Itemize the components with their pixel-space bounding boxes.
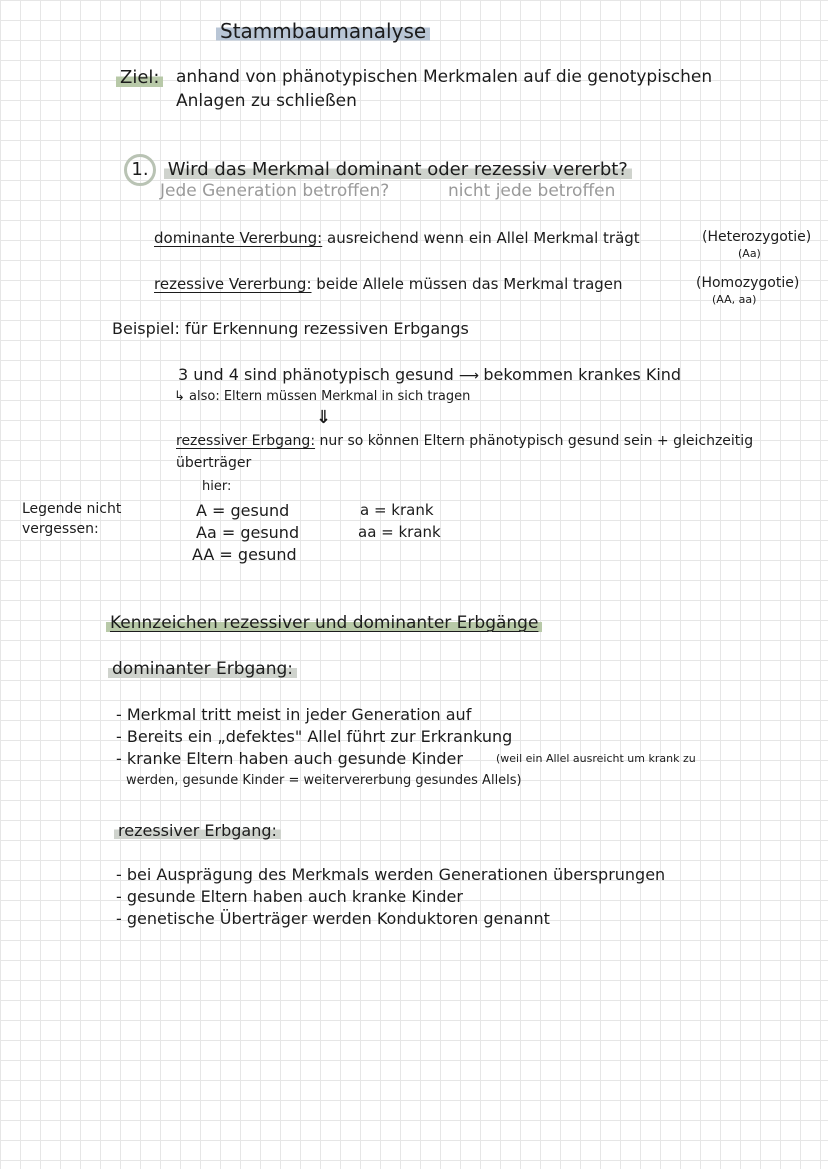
dominant-erbgang-heading [108,660,297,679]
beispiel-line1 [178,366,681,384]
question-sub-left: Jede Generation betroffen? [160,181,390,201]
beispiel-line2: ↳ also: Eltern müssen Merkmal in sich tragen [174,389,471,404]
dominant-row [154,230,640,247]
page-title-text: Stammbaumanalyse [216,19,430,43]
page-title [216,20,430,42]
question-sub-right: nicht jede betroffen [448,181,616,201]
section2-heading [106,614,542,633]
beispiel-line4: überträger [176,455,252,471]
dominant-item-0: - Merkmal tritt meist in jeder Generation auf [116,705,472,724]
ziel-label-text: Ziel: [116,67,163,88]
legende-left-1: Aa = gesund [196,523,300,542]
dominant-item-2: - kranke Eltern haben auch gesunde Kinder [116,749,463,768]
arrow-down-icon: ⇓ [316,407,332,428]
beispiel-text: für Erkennung rezessiven Erbgangs [184,319,469,338]
legende-right-0: a = krank [360,501,434,519]
dominant-note: (weil ein Allel ausreicht um krank zu [496,752,696,765]
dominant-item-1: - Bereits ein „defektes" Allel führt zur Erkrankung [116,727,513,746]
rezessiv-under: (AA, aa) [712,293,757,306]
question-number: 1. [124,154,156,186]
beispiel-line3 [176,434,753,449]
legende-label-line2: vergessen: [22,521,99,537]
dominant-label: dominante Vererbung: [154,229,323,247]
legende-right-1: aa = krank [358,523,441,541]
arrow-right-icon: ⟶ [458,368,484,384]
rezessiv-erbgang-heading [114,822,281,840]
rezessiv-text: beide Allele müssen das Merkmal tragen [316,275,623,293]
rezessiv-item-2: - genetische Überträger werden Konduktoren genannt [116,909,550,928]
dominant-under: (Aa) [738,247,761,260]
legende-left-0: A = gesund [196,501,290,520]
beispiel-label: Beispiel: [112,319,180,338]
beispiel-line1b: bekommen krankes Kind [483,365,682,384]
ziel-line2: Anlagen zu schließen [176,91,357,111]
section2-heading-text: Kennzeichen rezessiver und dominanter Erbgänge [106,613,542,633]
dominant-paren: (Heterozygotie) [702,229,812,245]
question-text: Wird das Merkmal dominant oder rezessiv vererbt? [164,159,632,180]
ziel-label [116,68,163,88]
beispiel-line3-label: rezessiver Erbgang: [176,433,316,449]
rezessiv-erbgang-heading-text: rezessiver Erbgang: [114,821,281,840]
legende-label-line1: Legende nicht [22,501,122,517]
dominant-text: ausreichend wenn ein Allel Merkmal trägt [327,229,640,247]
beispiel-hier: hier: [202,479,232,494]
beispiel-line3-text: nur so können Eltern phänotypisch gesund sein + gleichzeitig [319,433,754,449]
legende-left-2: AA = gesund [192,545,297,564]
dominant-note-2: werden, gesunde Kinder = weitervererbung gesundes Allels) [126,773,522,788]
rezessiv-item-1: - gesunde Eltern haben auch kranke Kinder [116,887,463,906]
ziel-line1: anhand von phänotypischen Merkmalen auf die genotypischen [176,67,713,87]
beispiel-line1a: 3 und 4 sind phänotypisch gesund [178,365,454,384]
rezessiv-label: rezessive Vererbung: [154,275,312,293]
dominant-erbgang-heading-text: dominanter Erbgang: [108,659,297,679]
rezessiv-paren: (Homozygotie) [696,275,800,291]
rezessiv-item-0: - bei Ausprägung des Merkmals werden Generationen übersprungen [116,865,666,884]
rezessiv-row [154,276,623,293]
beispiel-row [112,320,469,338]
